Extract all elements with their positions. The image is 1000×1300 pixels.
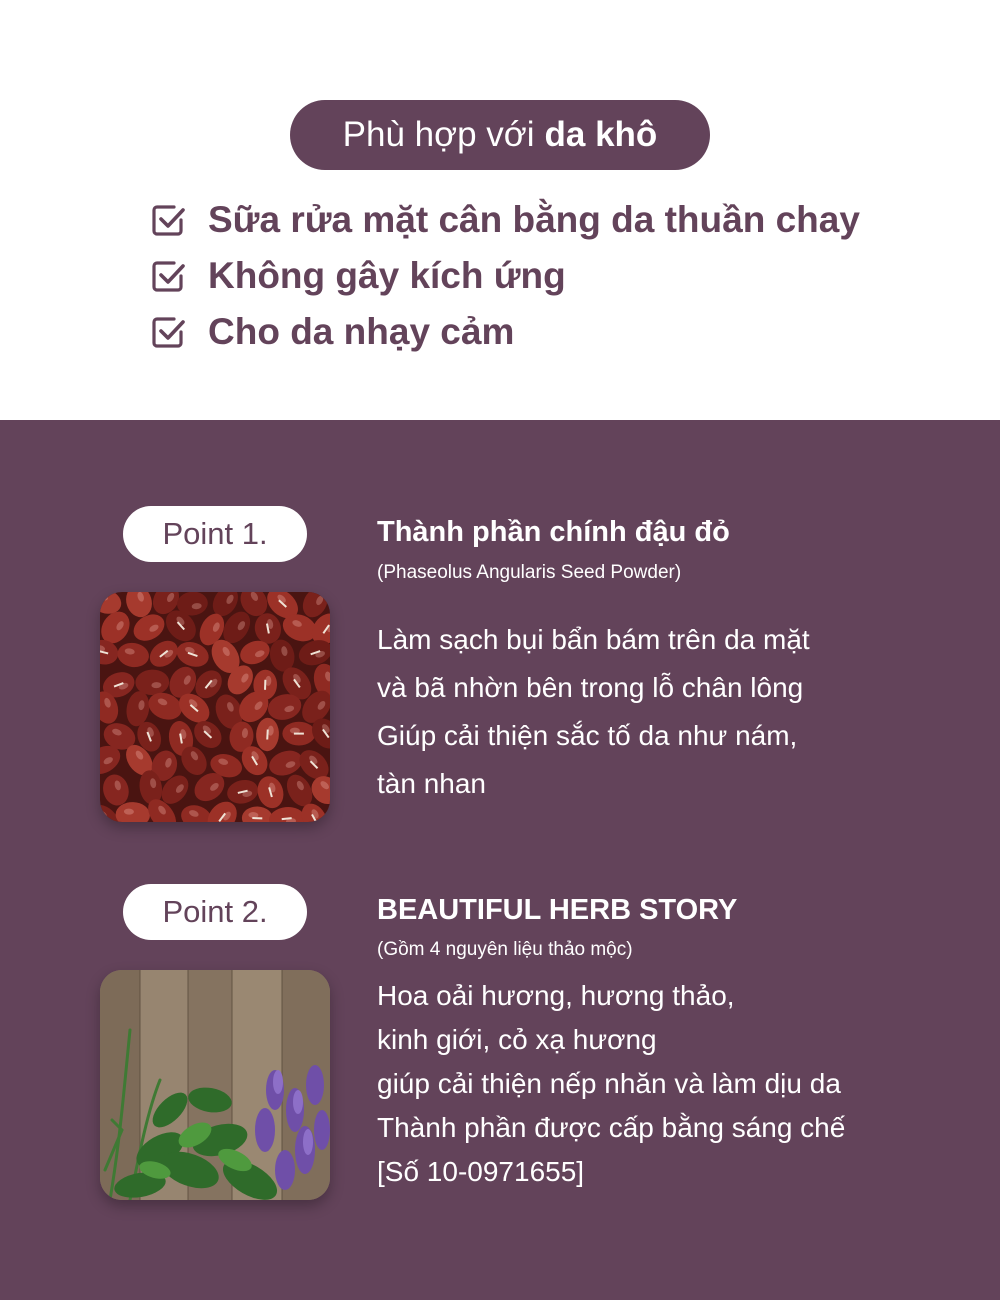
point-1-subtitle: (Phaseolus Angularis Seed Powder) bbox=[377, 562, 682, 583]
point-1-line: và bã nhờn bên trong lỗ chân lông bbox=[377, 672, 804, 703]
herb-photo-art bbox=[100, 970, 330, 1200]
point-2-title: BEAUTIFUL HERB STORY bbox=[377, 894, 738, 926]
point-1-line: tàn nhan bbox=[377, 768, 486, 799]
point-2-line: Hoa oải hương, hương thảo, bbox=[377, 980, 735, 1011]
point-2-line: Thành phần được cấp bằng sáng chế bbox=[377, 1112, 846, 1143]
suitability-prefix: Phù hợp với bbox=[342, 115, 535, 154]
point-2-subtitle: (Gồm 4 nguyên liệu thảo mộc) bbox=[377, 939, 633, 960]
red-bean-photo bbox=[100, 592, 330, 822]
point-2-line: kinh giới, cỏ xạ hương bbox=[377, 1024, 657, 1055]
ingredient-points-section bbox=[0, 420, 1000, 1300]
red-bean-hilum bbox=[294, 733, 304, 735]
point-1-title: Thành phần chính đậu đỏ bbox=[377, 516, 730, 548]
point-1-line: Giúp cải thiện sắc tố da như nám, bbox=[377, 720, 798, 751]
checkbox-check-icon bbox=[150, 258, 186, 294]
point-1-description bbox=[377, 616, 810, 808]
red-bean-photo-art bbox=[100, 592, 330, 822]
point-2-description bbox=[377, 974, 845, 1194]
checklist-item-text: Cho da nhạy cảm bbox=[208, 311, 515, 352]
point-2-label: Point 2. bbox=[123, 884, 307, 940]
checkbox-check-icon bbox=[150, 202, 186, 238]
suitability-highlight: da khô bbox=[544, 115, 658, 154]
checkbox-check-icon bbox=[150, 314, 186, 350]
point-2-line: [Số 10-0971655] bbox=[377, 1156, 585, 1187]
point-2-line: giúp cải thiện nếp nhăn và làm dịu da bbox=[377, 1068, 841, 1099]
checklist-item-text: Sữa rửa mặt cân bằng da thuần chay bbox=[208, 199, 860, 240]
red-bean-hilum bbox=[264, 680, 266, 690]
checklist-item bbox=[150, 304, 860, 360]
suitability-pill bbox=[290, 100, 710, 170]
red-bean-hilum bbox=[252, 817, 262, 819]
suitability-section bbox=[0, 0, 1000, 420]
checklist-item bbox=[150, 192, 860, 248]
feature-checklist bbox=[150, 192, 860, 360]
point-1-label: Point 1. bbox=[123, 506, 307, 562]
checklist-item bbox=[150, 248, 860, 304]
herb-photo bbox=[100, 970, 330, 1200]
checklist-item-text: Không gây kích ứng bbox=[208, 255, 566, 296]
point-1-line: Làm sạch bụi bẩn bám trên da mặt bbox=[377, 624, 810, 655]
